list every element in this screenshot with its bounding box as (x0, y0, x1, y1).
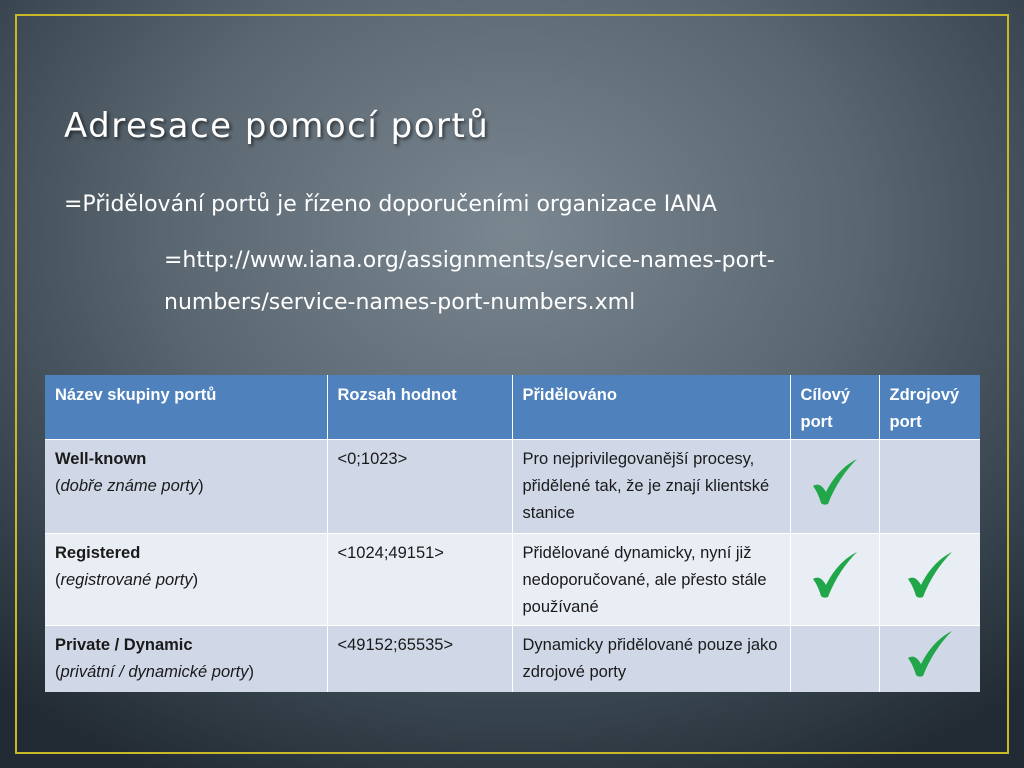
assigned-cell: Přidělované dynamicky, nyní již nedoporučované, ale přesto stále používané (512, 534, 790, 626)
src-port-cell (879, 626, 980, 692)
header-assigned: Přidělováno (512, 375, 790, 440)
header-group-name: Název skupiny portů (45, 375, 327, 440)
dest-port-cell (790, 440, 879, 534)
assigned-cell: Pro nejprivilegovanější procesy, přidělené tak, že je znají klientské stanice (512, 440, 790, 534)
header-range: Rozsah hodnot (327, 375, 512, 440)
src-port-cell (879, 534, 980, 626)
table-row (45, 626, 980, 692)
table-row (45, 534, 980, 626)
range-cell: <49152;65535> (327, 626, 512, 692)
group-name-czech: (privátní / dynamické porty) (55, 663, 254, 681)
table-header-row (45, 375, 980, 440)
group-name-cell (45, 440, 327, 534)
group-name: Registered (55, 544, 141, 562)
check-mark-icon (809, 456, 861, 508)
range-cell: <1024;49151> (327, 534, 512, 626)
assigned-cell: Dynamicky přidělované pouze jako zdrojové porty (512, 626, 790, 692)
group-name-cell (45, 626, 327, 692)
group-name-czech: (registrované porty) (55, 571, 199, 589)
dest-port-cell (790, 626, 879, 692)
check-mark-icon (904, 628, 956, 680)
header-src-port: Zdrojový port (879, 375, 980, 440)
group-name-czech: (dobře známe porty) (55, 477, 204, 495)
check-mark-icon (809, 549, 861, 601)
header-dest-port: Cílový port (790, 375, 879, 440)
group-name: Well-known (55, 450, 147, 468)
src-port-cell (879, 440, 980, 534)
bullet-iana: =Přidělování portů je řízeno doporučeními organizace IANA (64, 192, 717, 217)
slide-title: Adresace pomocí portů (64, 106, 490, 146)
bullet-iana-url: =http://www.iana.org/assignments/service-names-port-numbers/service-names-port-numbers.xml (164, 248, 775, 315)
group-name: Private / Dynamic (55, 636, 193, 654)
port-groups-table (45, 375, 980, 692)
check-mark-icon (904, 549, 956, 601)
range-cell: <0;1023> (327, 440, 512, 534)
group-name-cell (45, 534, 327, 626)
dest-port-cell (790, 534, 879, 626)
table-row (45, 440, 980, 534)
